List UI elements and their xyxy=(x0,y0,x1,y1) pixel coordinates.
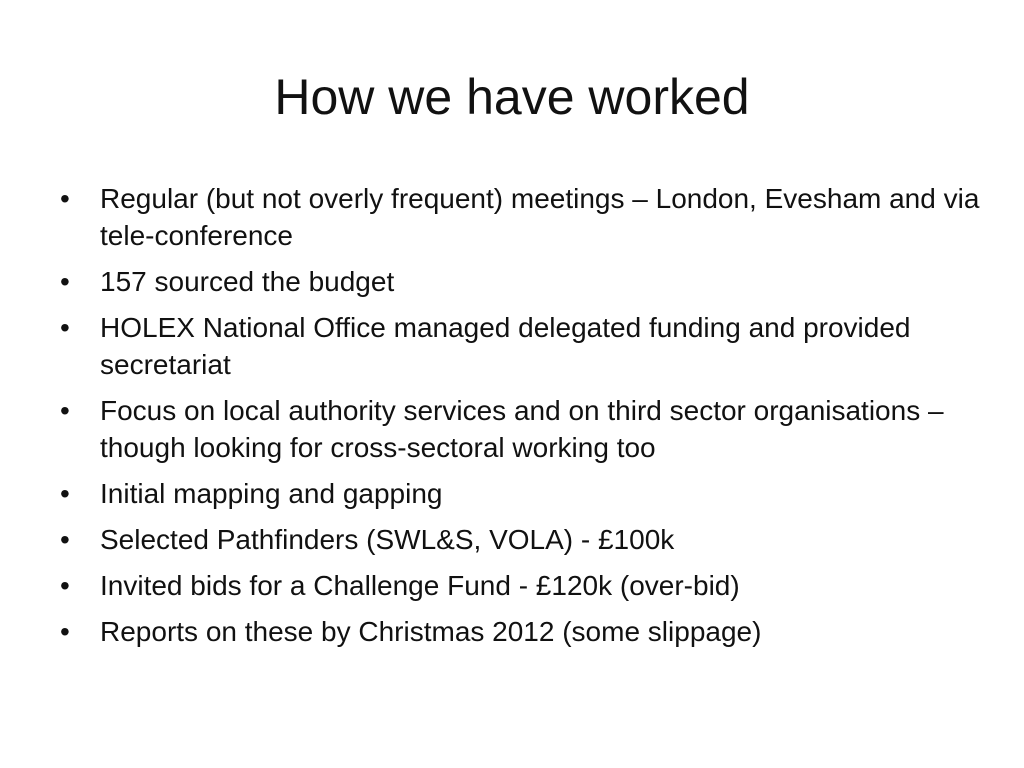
bullet-text: 157 sourced the budget xyxy=(100,266,395,297)
bullet-icon: • xyxy=(60,395,70,426)
bullet-list xyxy=(60,180,980,659)
bullet-item xyxy=(60,392,980,466)
bullet-item xyxy=(60,263,980,300)
bullet-text: Initial mapping and gapping xyxy=(100,478,443,509)
bullet-icon: • xyxy=(60,266,70,297)
bullet-icon: • xyxy=(60,312,70,343)
bullet-text: Reports on these by Christmas 2012 (some slippage) xyxy=(100,616,762,647)
bullet-text: Selected Pathfinders (SWL&S, VOLA) - £100k xyxy=(100,524,675,555)
bullet-text: Regular (but not overly frequent) meetings – London, Evesham and via tele-conference xyxy=(100,183,980,251)
bullet-item xyxy=(60,309,980,383)
bullet-icon: • xyxy=(60,570,70,601)
bullet-icon: • xyxy=(60,183,70,214)
bullet-icon: • xyxy=(60,616,70,647)
bullet-item xyxy=(60,180,980,254)
bullet-icon: • xyxy=(60,478,70,509)
bullet-item xyxy=(60,475,980,512)
bullet-item xyxy=(60,613,980,650)
bullet-icon: • xyxy=(60,524,70,555)
slide-title: How we have worked xyxy=(274,69,750,125)
bullet-item xyxy=(60,521,980,558)
bullet-text: Invited bids for a Challenge Fund - £120k (over-bid) xyxy=(100,570,740,601)
bullet-text: Focus on local authority services and on third sector organisations – though looking for cross-sectoral working too xyxy=(100,395,944,463)
bullet-item xyxy=(60,567,980,604)
bullet-text: HOLEX National Office managed delegated funding and provided secretariat xyxy=(100,312,911,380)
